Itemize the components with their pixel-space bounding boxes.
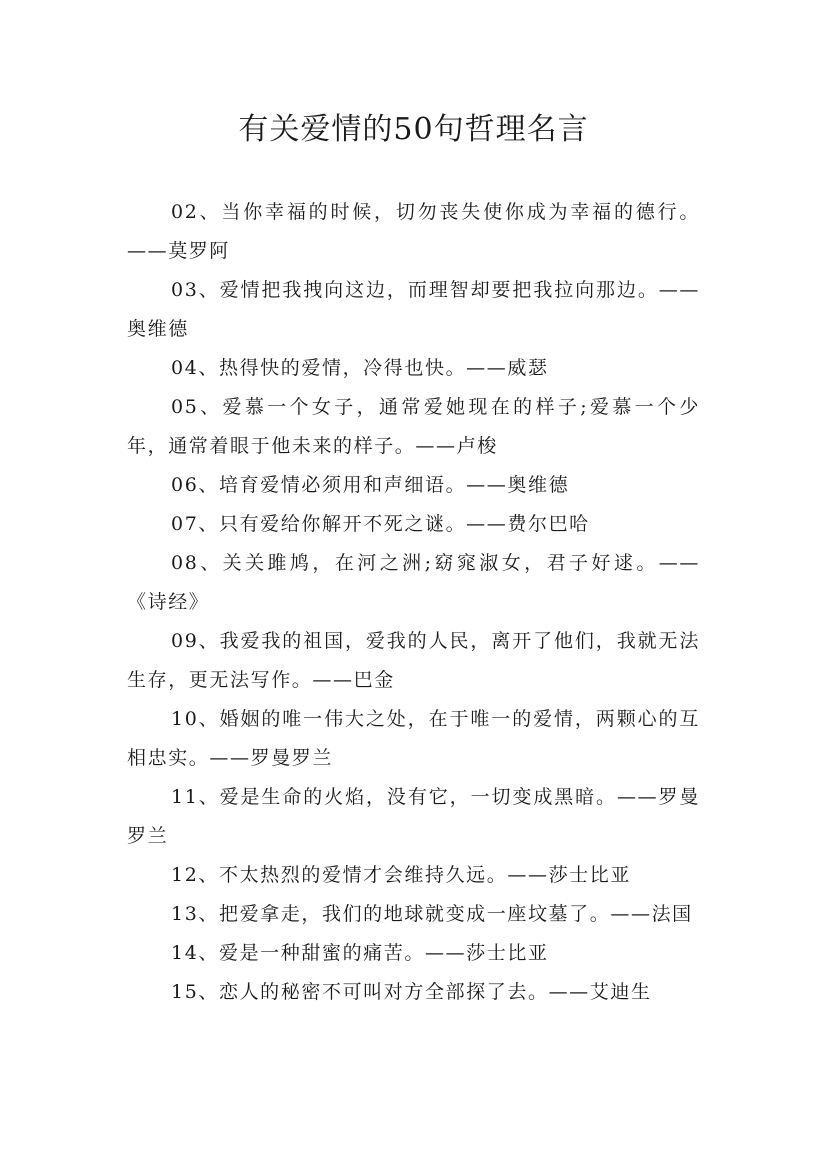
quote-item: 03、爱情把我拽向这边，而理智却要把我拉向那边。——奥维德 bbox=[127, 279, 700, 340]
quote-item: 04、热得快的爱情，冷得也快。——威瑟 bbox=[171, 357, 549, 379]
quote-list bbox=[127, 193, 700, 1012]
quote-item: 14、爱是一种甜蜜的痛苦。——莎士比亚 bbox=[171, 942, 549, 964]
quote-item: 11、爱是生命的火焰，没有它，一切变成黑暗。——罗曼罗兰 bbox=[127, 786, 700, 847]
quote-item: 12、不太热烈的爱情才会维持久远。——莎士比亚 bbox=[171, 864, 631, 886]
quote-item: 02、当你幸福的时候，切勿丧失使你成为幸福的德行。——莫罗阿 bbox=[127, 201, 700, 262]
quote-item: 06、培育爱情必须用和声细语。——奥维德 bbox=[171, 474, 570, 496]
quote-item: 09、我爱我的祖国，爱我的人民，离开了他们，我就无法生存，更无法写作。——巴金 bbox=[127, 630, 700, 691]
quote-item: 13、把爱拿走，我们的地球就变成一座坟墓了。——法国 bbox=[171, 903, 693, 925]
quote-item: 15、恋人的秘密不可叫对方全部探了去。——艾迪生 bbox=[171, 981, 652, 1003]
document-title: 有关爱情的50句哲理名言 bbox=[238, 112, 589, 147]
quote-item: 08、关关雎鸠，在河之洲;窈窕淑女，君子好逑。——《诗经》 bbox=[127, 552, 700, 613]
quote-item: 05、爱慕一个女子，通常爱她现在的样子;爱慕一个少年，通常着眼于他未来的样子。——卢梭 bbox=[127, 396, 700, 457]
quote-item: 10、婚姻的唯一伟大之处，在于唯一的爱情，两颗心的互相忠实。——罗曼罗兰 bbox=[127, 708, 700, 769]
quote-item: 07、只有爱给你解开不死之谜。——费尔巴哈 bbox=[171, 513, 590, 535]
